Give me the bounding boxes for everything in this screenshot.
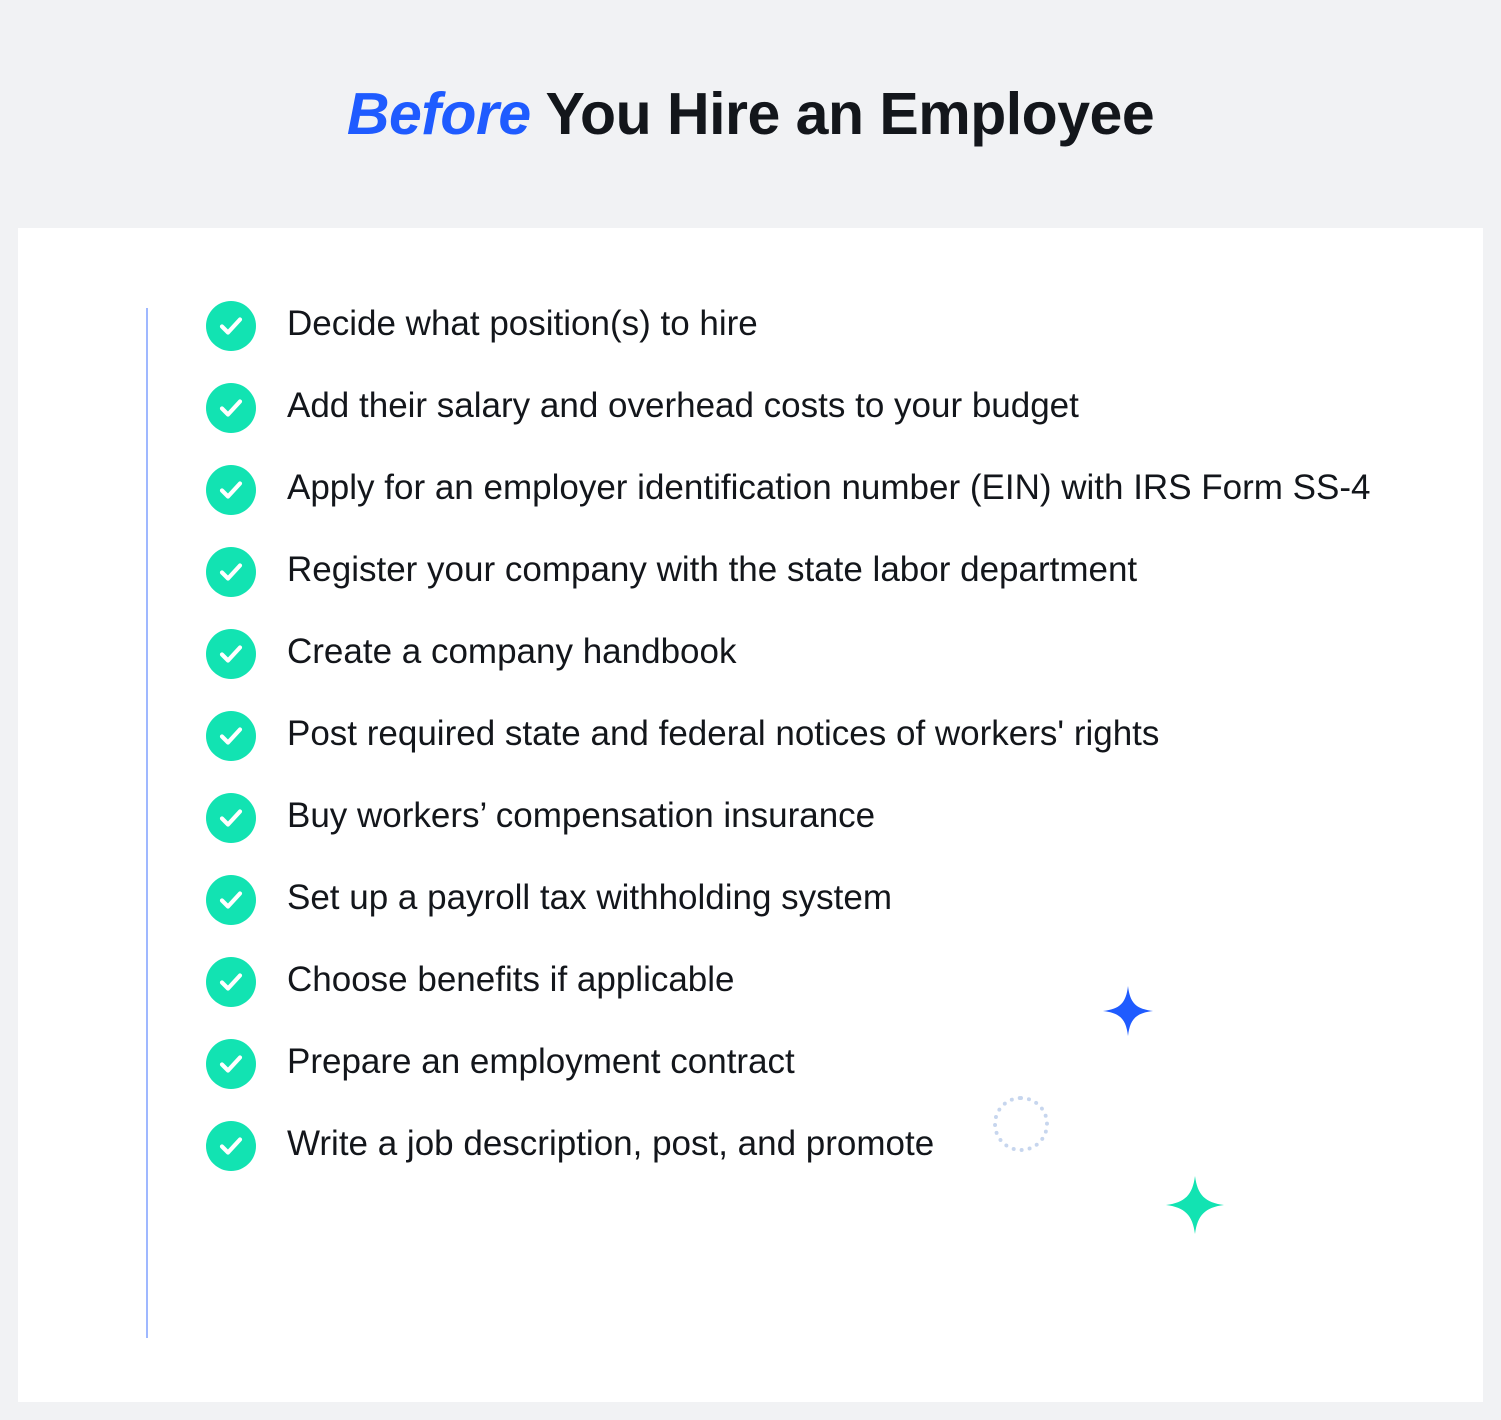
check-icon [206, 301, 256, 351]
page-title-rest: You Hire an Employee [530, 81, 1155, 147]
check-icon [206, 1121, 256, 1171]
list-item-label: Add their salary and overhead costs to your budget [287, 386, 1079, 425]
check-icon [206, 875, 256, 925]
dotted-circle-icon [993, 1096, 1049, 1152]
check-icon [206, 465, 256, 515]
checklist-container [146, 300, 1436, 1202]
list-item-label: Prepare an employment contract [287, 1042, 795, 1081]
list-item-label: Create a company handbook [287, 632, 737, 671]
list-item-label: Choose benefits if applicable [287, 960, 735, 999]
page-title [347, 80, 1154, 148]
list-item [206, 710, 1436, 761]
list-item [206, 1120, 1436, 1171]
checklist [206, 300, 1436, 1171]
check-icon [206, 957, 256, 1007]
list-item [206, 464, 1436, 515]
check-icon [206, 383, 256, 433]
page-title-emphasis: Before [346, 81, 531, 147]
header [0, 0, 1501, 228]
list-item-label: Apply for an employer identification number (EIN) with IRS Form SS-4 [287, 468, 1371, 507]
list-item [206, 1038, 1436, 1089]
list-item [206, 792, 1436, 843]
list-item [206, 546, 1436, 597]
check-icon [206, 1039, 256, 1089]
list-item-label: Register your company with the state labor department [287, 550, 1138, 589]
list-item [206, 874, 1436, 925]
list-item [206, 956, 1436, 1007]
list-item-label: Decide what position(s) to hire [287, 304, 758, 343]
list-item [206, 628, 1436, 679]
check-icon [206, 547, 256, 597]
check-icon [206, 629, 256, 679]
list-item-label: Post required state and federal notices of workers' rights [287, 714, 1160, 753]
list-item-label: Buy workers’ compensation insurance [287, 796, 876, 835]
list-item [206, 382, 1436, 433]
vertical-rail [146, 308, 148, 1338]
check-icon [206, 793, 256, 843]
checklist-card [18, 228, 1483, 1402]
list-item-label: Write a job description, post, and promote [287, 1124, 935, 1163]
list-item-label: Set up a payroll tax withholding system [287, 878, 893, 917]
list-item [206, 300, 1436, 351]
check-icon [206, 711, 256, 761]
